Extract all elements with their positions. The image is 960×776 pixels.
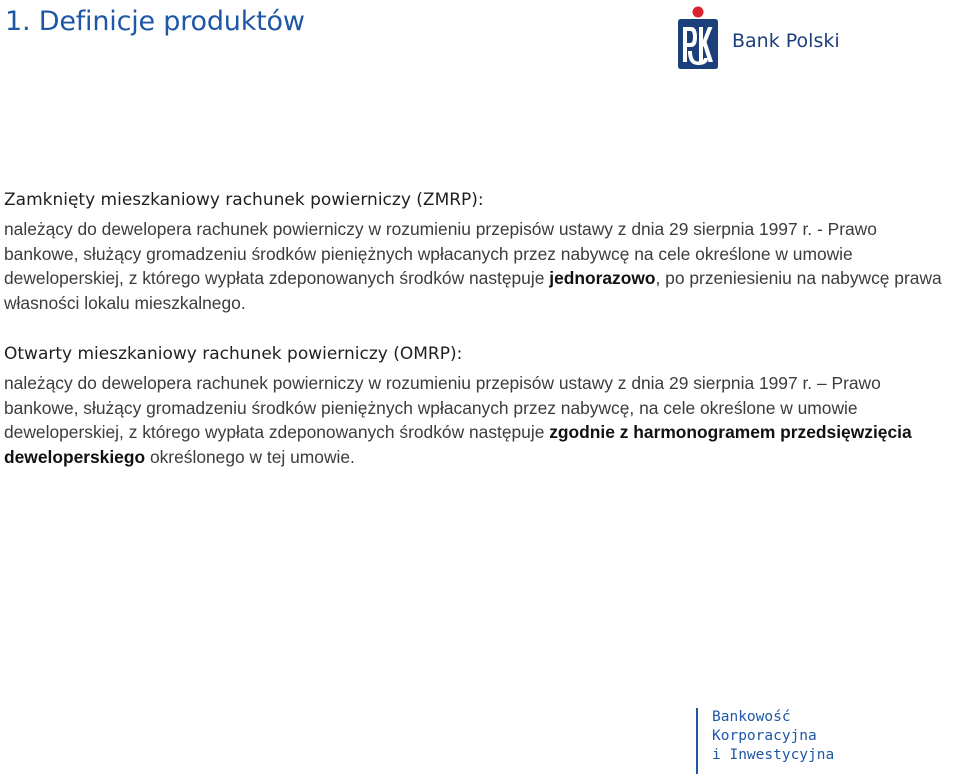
definition-text: należący do dewelopera rachunek powierniczy w rozumieniu przepisów ustawy z dnia 29 sierpnia 1997 r. – Prawo bankowe, służący gromadzeniu środków pieniężnych wpłacanych przez nabywcę, na cele określone w umowie deweloperskiej, z którego wypłata zdeponowanych środków następuje (4, 372, 881, 443)
definition-body (4, 217, 956, 316)
logo-text: Bank Polski (732, 30, 840, 52)
footer-brand-line: Korporacyjna (712, 728, 817, 744)
definition-text-end: określonego w tej umowie. (145, 446, 355, 467)
page-title: 1. Definicje produktów (5, 6, 305, 37)
pko-logo-icon (674, 6, 722, 70)
definition-text: należący do dewelopera rachunek powierniczy w rozumieniu przepisów ustawy z dnia 29 sierpnia 1997 r. - Prawo bankowe, służący gromadzeniu środków pieniężnych wpłacanych przez nabywcę na cele określone w umowie deweloperskiej, z którego wypłata zdeponowanych środków następuje (4, 219, 877, 289)
definition-heading: Zamknięty mieszkaniowy rachunek powierniczy (ZMRP): (4, 190, 484, 210)
definitions-content (4, 186, 956, 470)
definition-emphasis: jednorazowo (549, 268, 656, 289)
footer-brand (696, 708, 834, 774)
footer-brand-line: Bankowość (712, 709, 791, 725)
definition-text-end: , po przeniesieniu na nabywcę prawa własności lokalu mieszkalnego. (4, 268, 942, 314)
definition-omrp (4, 340, 956, 470)
bank-logo (674, 6, 874, 70)
definition-emphasis: zgodnie z harmonogramem przedsięwzięcia deweloperskiego (4, 422, 912, 467)
definition-body (4, 371, 956, 470)
definition-zmrp (4, 186, 956, 316)
definition-heading: Otwarty mieszkaniowy rachunek powierniczy (OMRP): (4, 343, 463, 364)
footer-brand-line: i Inwestycyjna (712, 747, 835, 763)
